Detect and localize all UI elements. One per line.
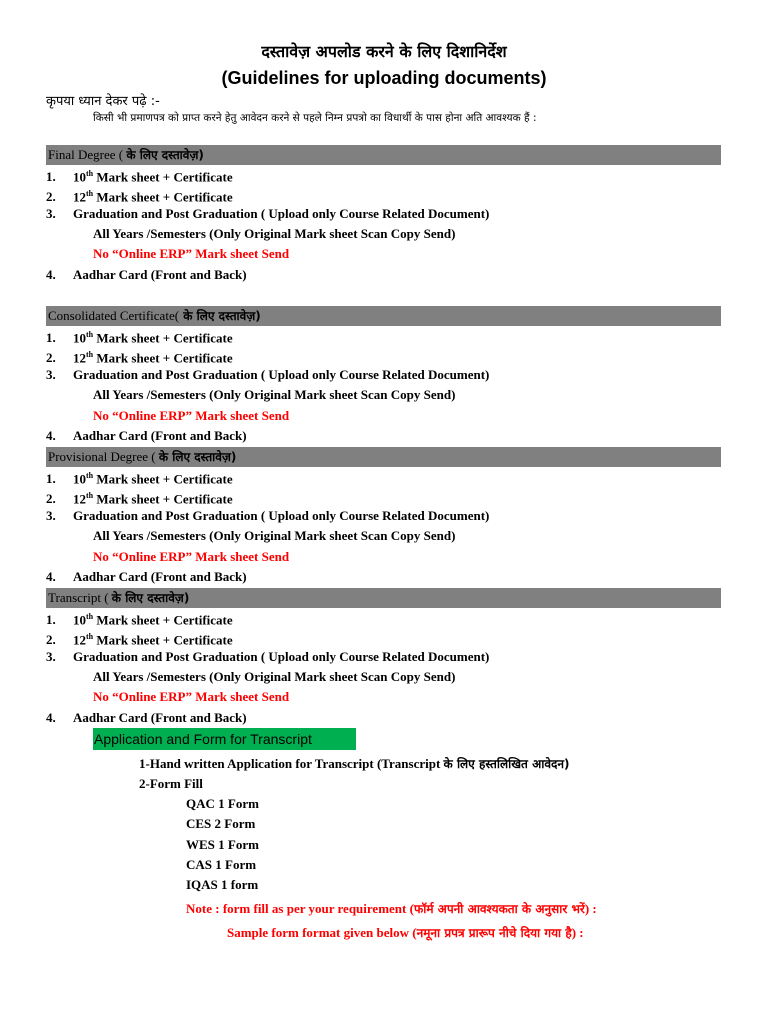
section-heading-consolidated-certificate xyxy=(46,306,721,326)
list-item xyxy=(46,346,233,366)
list-item xyxy=(46,467,233,487)
section-heading-en: Transcript ( xyxy=(48,590,112,605)
item-text: Mark sheet + Certificate xyxy=(93,491,233,507)
item-number: 4. xyxy=(46,710,56,725)
item-text: Aadhar Card (Front and Back) xyxy=(73,569,247,584)
item-number: 1. xyxy=(46,612,56,628)
section-heading-hi: के लिए दस्तावेज़) xyxy=(158,450,237,464)
item-text: Aadhar Card (Front and Back) xyxy=(73,710,247,725)
item-text: Mark sheet + Certificate xyxy=(93,471,233,487)
list-subitem-warning: No “Online ERP” Mark sheet Send xyxy=(93,549,290,564)
item-number: 3. xyxy=(46,649,56,664)
section-heading-en: Consolidated Certificate( xyxy=(48,308,180,323)
section-heading-transcript xyxy=(46,588,721,608)
sample-text-end: ) : xyxy=(571,925,584,940)
handwritten-application-line xyxy=(139,755,570,773)
list-item xyxy=(46,507,489,524)
item-number: 4. xyxy=(46,428,56,443)
item-sup: th xyxy=(86,330,94,339)
sample-format-note xyxy=(227,924,584,942)
list-item xyxy=(46,366,489,383)
list-subitem: All Years /Semesters (Only Original Mark sheet Scan Copy Send) xyxy=(93,226,456,241)
section-heading-hi: के लिए दस्तावेज़) xyxy=(179,309,261,323)
item-text: 12 xyxy=(73,632,86,648)
list-subitem-warning: No “Online ERP” Mark sheet Send xyxy=(93,689,290,704)
item-sup: th xyxy=(86,350,94,359)
form-item: QAC 1 Form xyxy=(186,796,259,811)
list-subitem: All Years /Semesters (Only Original Mark sheet Scan Copy Send) xyxy=(93,669,456,684)
item-number: 3. xyxy=(46,508,56,523)
list-subitem: All Years /Semesters (Only Original Mark sheet Scan Copy Send) xyxy=(93,528,456,543)
list-item xyxy=(46,628,233,648)
item-sup: th xyxy=(86,189,94,198)
list-item xyxy=(46,326,233,346)
item-text: 10 xyxy=(73,169,86,185)
list-item xyxy=(46,709,247,726)
item-sup: th xyxy=(86,491,94,500)
form-item: IQAS 1 form xyxy=(186,877,259,892)
read-carefully-note: कृपया ध्यान देकर पढ़े :- xyxy=(46,94,160,109)
item-text: Mark sheet + Certificate xyxy=(93,350,233,366)
item-sup: th xyxy=(86,632,94,641)
item-number: 1. xyxy=(46,169,56,185)
item-sup: th xyxy=(86,169,94,178)
section-heading-hi: के लिए दस्तावेज़) xyxy=(126,148,204,162)
item-number: 1. xyxy=(46,330,56,346)
item-text: Graduation and Post Graduation ( Upload only Course Related Document) xyxy=(73,508,490,523)
item-number: 2. xyxy=(46,491,56,507)
item-text: Aadhar Card (Front and Back) xyxy=(73,428,247,443)
section-heading-en: Provisional Degree ( xyxy=(48,449,159,464)
item-number: 1. xyxy=(46,471,56,487)
section-heading-provisional-degree xyxy=(46,447,721,467)
list-item xyxy=(46,165,233,185)
item-text: 10 xyxy=(73,330,86,346)
page-title-english: (Guidelines for uploading documents) xyxy=(221,68,547,88)
note-text-hi: फॉर्म अपनी आवश्यकता के अनुसार भरें xyxy=(413,902,585,916)
item-text: Graduation and Post Graduation ( Upload only Course Related Document) xyxy=(73,367,490,382)
sample-text-en: Sample form format given below ( xyxy=(227,925,417,940)
item-number: 3. xyxy=(46,206,56,221)
line-text-en: 1-Hand written Application for Transcript (Transcript xyxy=(139,756,444,771)
item-number: 2. xyxy=(46,189,56,205)
form-fill-line: 2-Form Fill xyxy=(139,776,203,791)
item-text: 12 xyxy=(73,491,86,507)
list-item xyxy=(46,266,247,283)
item-text: Mark sheet + Certificate xyxy=(93,612,233,628)
list-item xyxy=(46,608,233,628)
transcript-application-heading: Application and Form for Transcript xyxy=(93,728,356,750)
item-text: Mark sheet + Certificate xyxy=(93,189,233,205)
section-heading-hi: के लिए दस्तावेज़) xyxy=(111,591,190,605)
list-subitem: All Years /Semesters (Only Original Mark sheet Scan Copy Send) xyxy=(93,387,456,402)
list-item xyxy=(46,487,233,507)
item-text: Graduation and Post Graduation ( Upload only Course Related Document) xyxy=(73,206,490,221)
list-item xyxy=(46,648,489,665)
item-text: Mark sheet + Certificate xyxy=(93,169,233,185)
list-item xyxy=(46,427,247,444)
list-subitem-warning: No “Online ERP” Mark sheet Send xyxy=(93,246,290,261)
item-sup: th xyxy=(86,612,94,621)
item-number: 4. xyxy=(46,569,56,584)
item-text: Aadhar Card (Front and Back) xyxy=(73,267,247,282)
item-number: 3. xyxy=(46,367,56,382)
list-item xyxy=(46,185,233,205)
item-text: 12 xyxy=(73,350,86,366)
intro-text: किसी भी प्रमाणपत्र को प्राप्त करने हेतु आवेदन करने से पहले निम्न प्रपत्रो का विधार्थी के पास होना अति आवश्यक हैं : xyxy=(93,112,537,124)
item-text: 10 xyxy=(73,612,86,628)
item-text: Mark sheet + Certificate xyxy=(93,632,233,648)
item-sup: th xyxy=(86,471,94,480)
item-number: 2. xyxy=(46,632,56,648)
form-fill-note xyxy=(186,900,597,918)
item-text: Mark sheet + Certificate xyxy=(93,330,233,346)
item-number: 2. xyxy=(46,350,56,366)
list-subitem-warning: No “Online ERP” Mark sheet Send xyxy=(93,408,290,423)
item-text: 12 xyxy=(73,189,86,205)
item-text: 10 xyxy=(73,471,86,487)
sample-text-hi: नमूना प्रपत्र प्रारूप नीचे दिया गया है xyxy=(416,926,572,940)
form-item: CES 2 Form xyxy=(186,816,256,831)
form-item: WES 1 Form xyxy=(186,837,259,852)
section-heading-final-degree xyxy=(46,145,721,165)
line-text-hi: के लिए हस्तलिखित आवेदन) xyxy=(443,757,570,771)
page-title-hindi: दस्तावेज़ अपलोड करने के लिए दिशानिर्देश xyxy=(261,42,507,61)
note-text-en: Note : form fill as per your requirement ( xyxy=(186,901,414,916)
item-text: Graduation and Post Graduation ( Upload only Course Related Document) xyxy=(73,649,490,664)
section-heading-en: Final Degree ( xyxy=(48,147,127,162)
note-text-end: ) : xyxy=(584,901,597,916)
form-item: CAS 1 Form xyxy=(186,857,257,872)
item-number: 4. xyxy=(46,267,56,282)
list-item xyxy=(46,205,489,222)
list-item xyxy=(46,568,247,585)
